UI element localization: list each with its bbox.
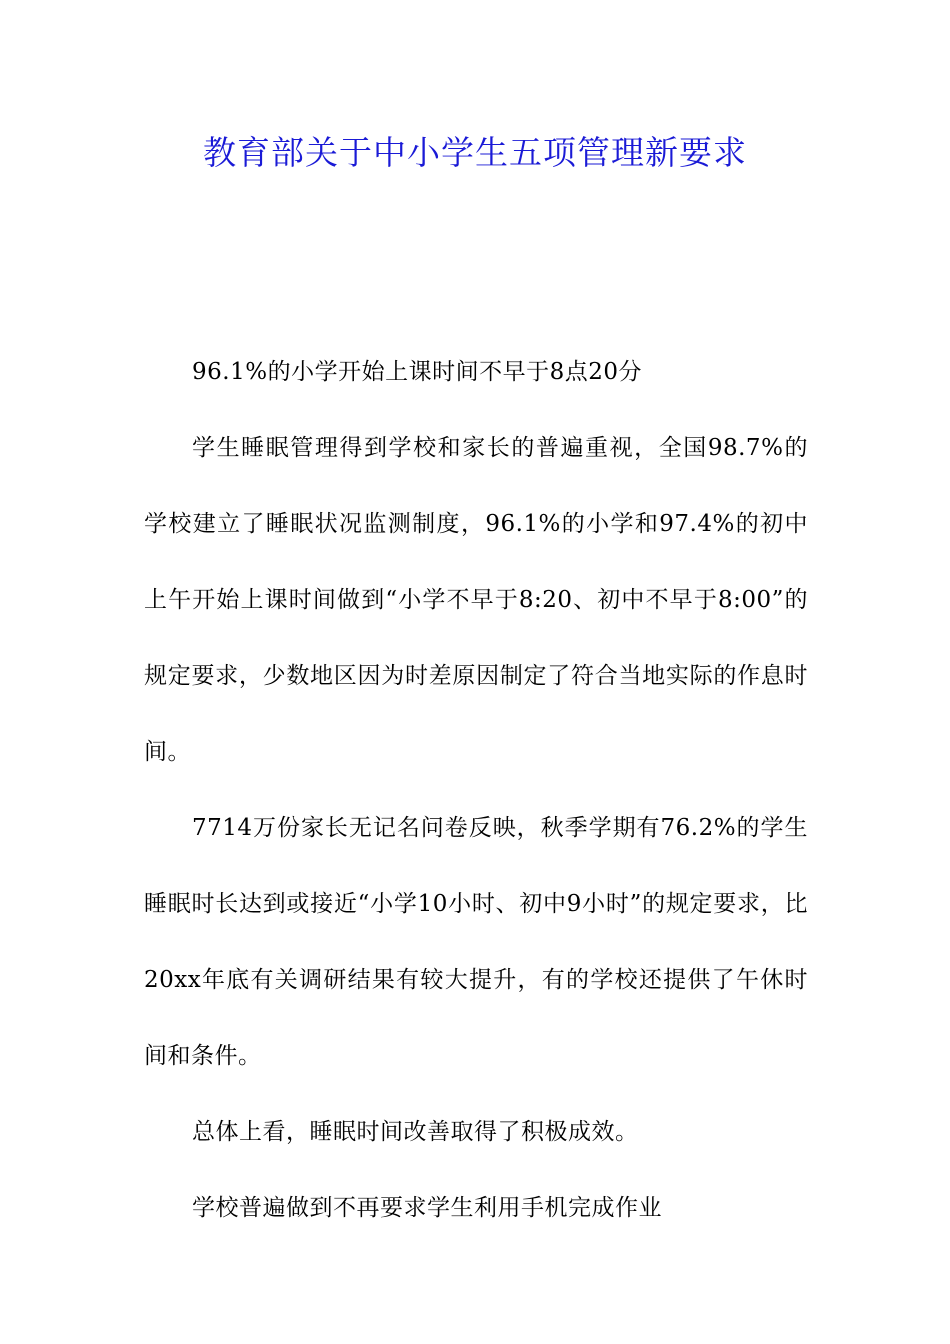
paragraph-heading-class-start-time: 96.1%的小学开始上课时间不早于8点20分	[192, 359, 642, 385]
document-body	[144, 334, 808, 1246]
paragraph-summary: 总体上看，睡眠时间改善取得了积极成效。	[192, 1119, 639, 1145]
paragraph-sleep-management: 学生睡眠管理得到学校和家长的普遍重视，全国98.7%的学校建立了睡眠状况监测制度，96.1%的小学和97.4%的初中上午开始上课时间做到“小学不早于8:20、初中不早于8:00”的规定要求，少数地区因为时差原因制定了符合当地实际的作息时间。	[144, 435, 808, 765]
document-title: 教育部关于中小学生五项管理新要求	[203, 133, 747, 172]
paragraph-heading-phone-homework: 学校普遍做到不再要求学生利用手机完成作业	[192, 1195, 662, 1221]
paragraph-parent-survey: 7714万份家长无记名问卷反映，秋季学期有76.2%的学生睡眠时长达到或接近“小学10小时、初中9小时”的规定要求，比20xx年底有关调研结果有较大提升，有的学校还提供了午休时间和条件。	[144, 815, 808, 1069]
